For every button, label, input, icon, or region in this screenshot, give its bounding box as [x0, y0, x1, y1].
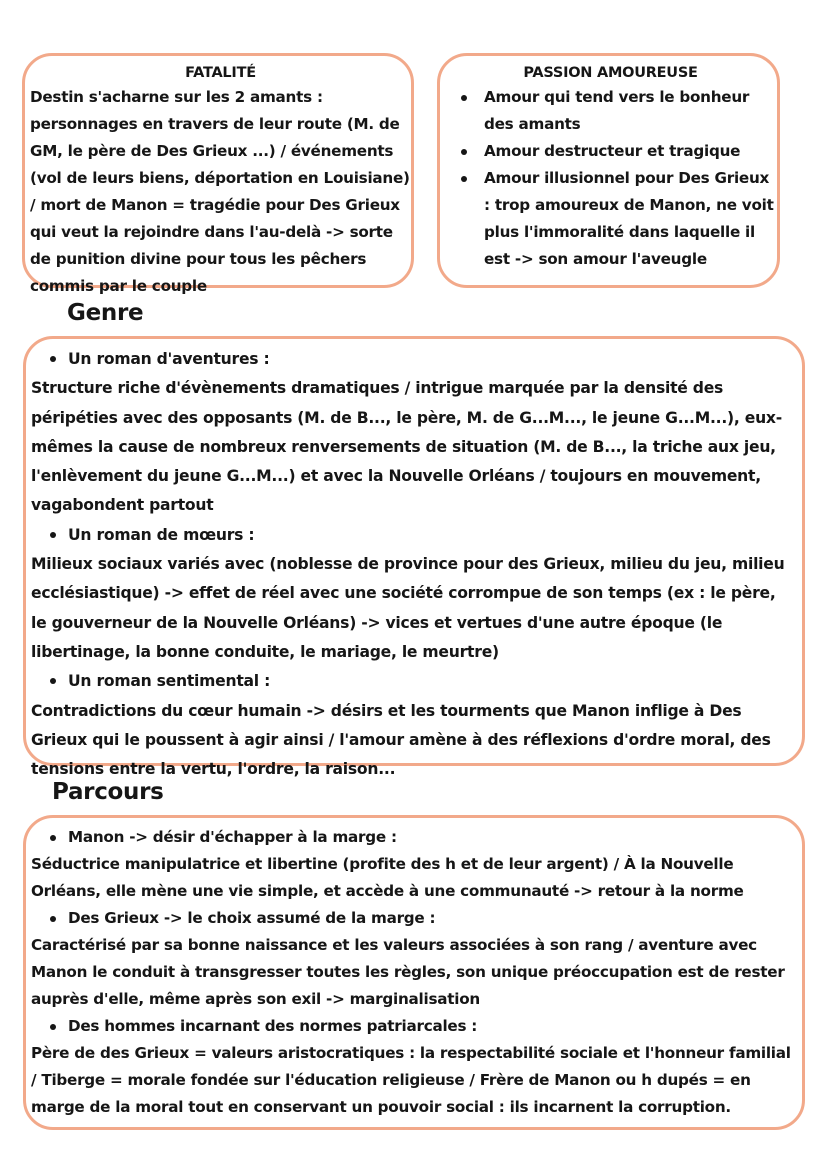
passion-item: Amour illusionnel pour Des Grieux : trop amoureux de Manon, ne voit plus l'immoralité dans laquelle il est -> son amour l'aveugle [444, 165, 777, 273]
fatalite-box [22, 53, 414, 295]
genre-paragraph: Milieux sociaux variés avec (noblesse de province pour des Grieux, milieu du jeu, milieu ecclésiastique) -> effet de réel avec une société corrompue de son temps (ex : le père, le gouverneur de la Nouvelle Orléans) -> vices et vertues d'une autre époque (le libertinage, la bonne conduite, le mariage, le meurtre) [31, 555, 785, 661]
parcours-subheading: Manon -> désir d'échapper à la marge : [31, 824, 796, 851]
genre-heading: Genre [67, 300, 144, 326]
parcours-heading: Parcours [52, 779, 164, 805]
passion-item: Amour destructeur et tragique [444, 138, 777, 165]
genre-subheading: Un roman de mœurs : [31, 521, 796, 550]
genre-box [23, 336, 805, 779]
parcours-paragraph: Séductrice manipulatrice et libertine (profite des h et de leur argent) / À la Nouvelle Orléans, elle mène une vie simple, et accède à une communauté -> retour à la norme [31, 855, 744, 900]
passion-title: PASSION AMOUREUSE [523, 65, 698, 81]
genre-paragraph: Structure riche d'évènements dramatiques / intrigue marquée par la densité des péripéties avec des opposants (M. de B..., le père, M. de G...M..., le jeune G...M...), eux-mêmes la cause de nombreux renversements de situation (M. de B..., la triche aux jeu, l'enlèvement du jeune G...M...) et avec la Nouvelle Orléans / toujours en mouvement, vagabondent partout [31, 379, 782, 515]
parcours-subheading: Des Grieux -> le choix assumé de la marge : [31, 905, 796, 932]
genre-paragraph: Contradictions du cœur humain -> désirs et les tourments que Manon inflige à Des Grieux qui le poussent à agir ainsi / l'amour amène à des réflexions d'ordre moral, des tensions entre la vertu, l'ordre, la raison... [31, 701, 771, 779]
parcours-subheading: Des hommes incarnant des normes patriarcales : [31, 1013, 796, 1040]
fatalite-title: FATALITÉ [185, 65, 256, 81]
genre-subheading: Un roman sentimental : [31, 667, 796, 696]
passion-list [444, 84, 777, 273]
parcours-paragraph: Père de des Grieux = valeurs aristocratiques : la respectabilité sociale et l'honneur familial / Tiberge = morale fondée sur l'éducation religieuse / Frère de Manon ou h dupés = en marge de la moral tout en conservant un pouvoir social : ils incarnent la corruption. [31, 1044, 791, 1116]
parcours-box [23, 815, 805, 1130]
passion-item: Amour qui tend vers le bonheur des amants [444, 84, 777, 138]
fatalite-text: Destin s'acharne sur les 2 amants : personnages en travers de leur route (M. de GM, le père de Des Grieux ...) / événements (vol de leurs biens, déportation en Louisiane) / mort de Manon = tragédie pour Des Grieux qui veut la rejoindre dans l'au-delà -> sorte de punition divine pour tous les pêchers commis par le couple [30, 88, 410, 295]
genre-subheading: Un roman d'aventures : [31, 345, 796, 374]
parcours-paragraph: Caractérisé par sa bonne naissance et les valeurs associées à son rang / aventure avec Manon le conduit à transgresser toutes les règles, son unique préoccupation est de rester auprès d'elle, même après son exil -> marginalisation [31, 936, 785, 1008]
passion-box [437, 53, 780, 288]
